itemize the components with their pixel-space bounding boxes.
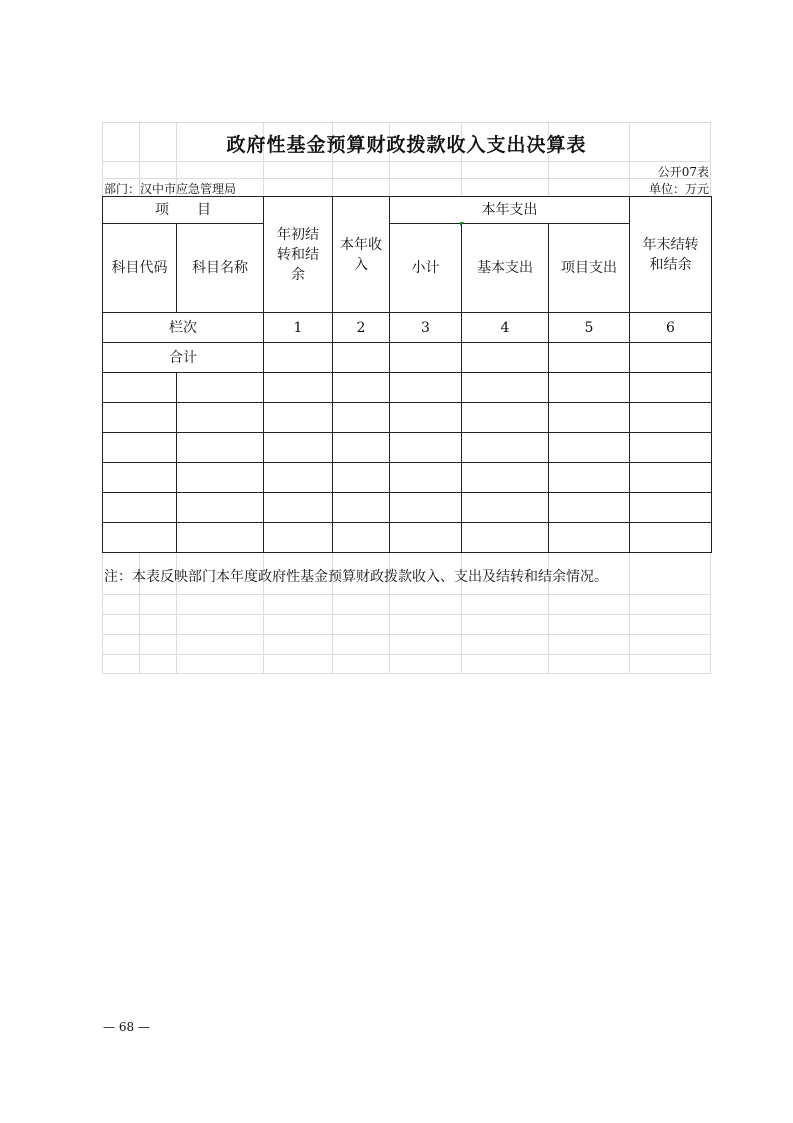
column-number: 2 <box>333 313 390 343</box>
column-number: 5 <box>549 313 630 343</box>
table-cell <box>630 523 712 553</box>
table-cell <box>177 463 264 493</box>
table-cell <box>264 403 333 433</box>
table-row <box>103 373 712 403</box>
table-cell <box>549 403 630 433</box>
table-cell <box>103 403 177 433</box>
table-cell <box>103 463 177 493</box>
table-cell <box>333 433 390 463</box>
unit-label: 单位：万元 <box>648 182 709 196</box>
table-cell <box>103 493 177 523</box>
table-cell <box>630 463 712 493</box>
table-cell <box>462 433 549 463</box>
table-cell <box>103 433 177 463</box>
table-cell <box>177 373 264 403</box>
header-ending-balance: 年末结转和结余 <box>630 197 712 313</box>
table-cell <box>177 403 264 433</box>
column-number: 3 <box>390 313 462 343</box>
table-row <box>103 463 712 493</box>
table-cell <box>549 433 630 463</box>
spreadsheet-page <box>102 122 711 674</box>
table-cell <box>264 433 333 463</box>
header-beginning-balance: 年初结转和结余 <box>264 197 333 313</box>
table-cell <box>103 373 177 403</box>
cell-comment-marker <box>460 222 464 226</box>
table-cell <box>630 493 712 523</box>
table-row <box>103 433 712 463</box>
header-current-income: 本年收入 <box>333 197 390 313</box>
table-note: 注：本表反映部门本年度政府性基金预算财政拨款收入、支出及结转和结余情况。 <box>104 569 608 585</box>
gridline <box>102 122 711 123</box>
table-cell <box>630 343 712 373</box>
gridline <box>102 161 711 162</box>
header-project-expense: 项目支出 <box>549 224 630 313</box>
table-cell <box>177 523 264 553</box>
page-title: 政府性基金预算财政拨款收入支出决算表 <box>226 134 587 156</box>
table-cell <box>333 463 390 493</box>
table-cell <box>549 523 630 553</box>
table-cell <box>390 433 462 463</box>
table-cell <box>630 403 712 433</box>
table-cell <box>390 523 462 553</box>
column-number: 1 <box>264 313 333 343</box>
table-cell <box>333 343 390 373</box>
table-row <box>103 523 712 553</box>
table-cell <box>462 373 549 403</box>
table-cell <box>333 493 390 523</box>
table-cell <box>390 343 462 373</box>
table-cell <box>177 493 264 523</box>
gridline <box>102 673 711 674</box>
table-cell <box>177 433 264 463</box>
header-current-expense: 本年支出 <box>390 197 630 224</box>
gridline <box>102 614 711 615</box>
department-label: 部门：汉中市应急管理局 <box>104 182 237 196</box>
column-index-row <box>103 313 712 343</box>
column-number: 6 <box>630 313 712 343</box>
table-cell <box>462 493 549 523</box>
total-row <box>103 343 712 373</box>
table-cell <box>390 373 462 403</box>
gridline <box>102 654 711 655</box>
table-row <box>103 493 712 523</box>
header-code: 科目代码 <box>103 224 177 313</box>
column-index-label: 栏次 <box>103 313 264 343</box>
table-cell <box>462 523 549 553</box>
header-item: 项 目 <box>103 197 264 224</box>
table-cell <box>333 403 390 433</box>
table-cell <box>103 523 177 553</box>
table-cell <box>630 433 712 463</box>
column-number: 4 <box>462 313 549 343</box>
table-cell <box>264 523 333 553</box>
table-cell <box>390 463 462 493</box>
header-row <box>103 197 712 224</box>
table-cell <box>333 373 390 403</box>
table-cell <box>264 343 333 373</box>
page-number: — 68 — <box>103 1020 150 1034</box>
header-row <box>103 224 712 298</box>
table-cell <box>333 523 390 553</box>
table-cell <box>390 403 462 433</box>
table-cell <box>549 463 630 493</box>
table-cell <box>264 463 333 493</box>
gridline <box>102 634 711 635</box>
table-cell <box>549 493 630 523</box>
total-label: 合计 <box>103 343 264 373</box>
table-row <box>103 403 712 433</box>
table-cell <box>549 373 630 403</box>
table-cell <box>549 343 630 373</box>
header-name: 科目名称 <box>177 224 264 313</box>
gridline <box>102 594 711 595</box>
table-cell <box>630 373 712 403</box>
table-cell <box>462 463 549 493</box>
gridline <box>102 178 711 179</box>
table-cell <box>462 343 549 373</box>
budget-table <box>102 196 712 553</box>
header-subtotal: 小计 <box>390 224 462 313</box>
table-cell <box>264 373 333 403</box>
table-cell <box>390 493 462 523</box>
header-basic-expense: 基本支出 <box>462 224 549 313</box>
table-cell <box>264 493 333 523</box>
form-code: 公开07表 <box>657 165 709 179</box>
table-cell <box>462 403 549 433</box>
